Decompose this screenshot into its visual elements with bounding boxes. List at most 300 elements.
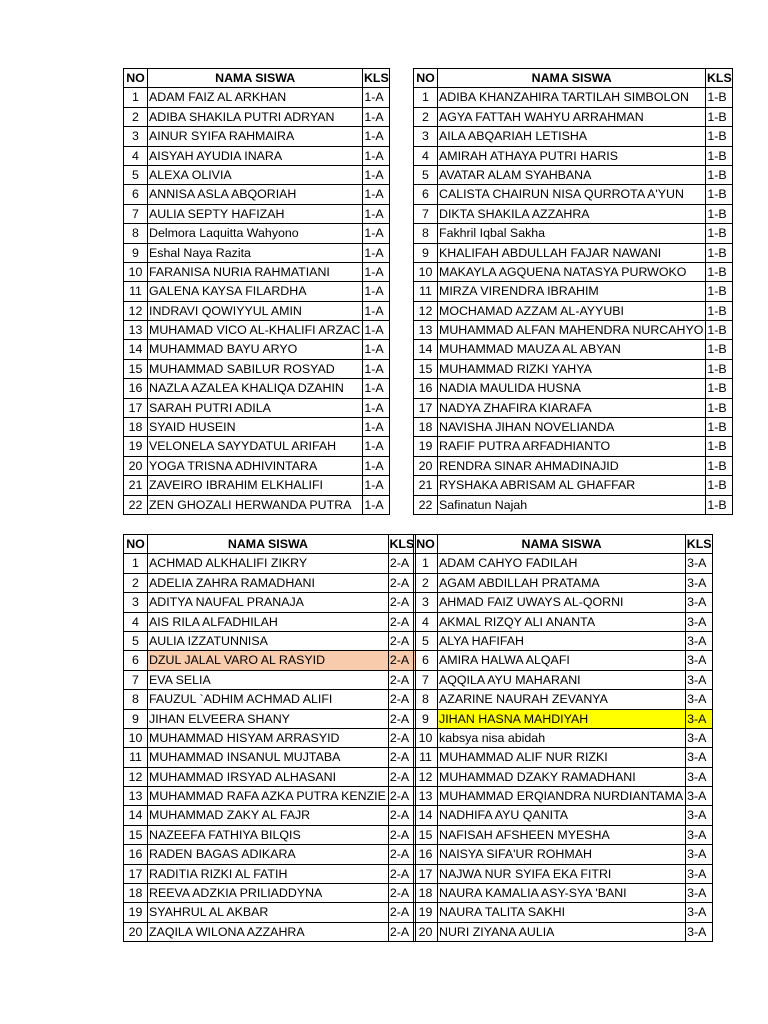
table-row (414, 748, 713, 767)
table-row (124, 612, 416, 631)
class-label: 3-A (686, 787, 713, 806)
student-name: NAURA KAMALIA ASY-SYA 'BANI (438, 884, 686, 903)
student-name: NAJWA NUR SYIFA EKA FITRI (438, 864, 686, 883)
student-name: MUHAMMAD INSANUL MUJTABA (148, 748, 389, 767)
class-label: 1-B (706, 224, 733, 243)
student-name: AISYAH AYUDIA INARA (148, 146, 363, 165)
row-number: 7 (124, 670, 148, 689)
student-name: AVATAR ALAM SYAHBANA (438, 165, 706, 184)
table-row (414, 224, 733, 243)
student-name: NAVISHA JIHAN NOVELIANDA (438, 418, 706, 437)
row-number: 20 (124, 456, 148, 475)
table-row (124, 398, 390, 417)
student-name: AKMAL RIZQY ALI ANANTA (438, 612, 686, 631)
class-label: 1-B (706, 301, 733, 320)
header-no: NO (124, 535, 148, 554)
class-label: 1-A (363, 262, 390, 281)
row-number: 2 (124, 573, 148, 592)
table-row (124, 107, 390, 126)
table-row (124, 379, 390, 398)
table-header-row (414, 535, 713, 554)
header-kls: KLS (686, 535, 713, 554)
student-name: AMIRAH ATHAYA PUTRI HARIS (438, 146, 706, 165)
class-label: 1-A (363, 398, 390, 417)
class-label: 3-A (686, 554, 713, 573)
table-row (414, 398, 733, 417)
class-label: 1-A (363, 437, 390, 456)
class-label: 1-B (706, 262, 733, 281)
student-name: JIHAN HASNA MAHDIYAH (438, 709, 686, 728)
class-label: 1-A (363, 88, 390, 107)
student-name: kabsya nisa abidah (438, 728, 686, 747)
class-label: 2-A (388, 612, 415, 631)
class-label: 3-A (686, 573, 713, 592)
table-row (124, 282, 390, 301)
student-name: ADITYA NAUFAL PRANAJA (148, 593, 389, 612)
row-number: 8 (414, 224, 438, 243)
row-number: 10 (124, 728, 148, 747)
row-number: 3 (124, 593, 148, 612)
table-row (124, 903, 416, 922)
student-name: JIHAN ELVEERA SHANY (148, 709, 389, 728)
student-name: MOCHAMAD AZZAM AL-AYYUBI (438, 301, 706, 320)
student-name: NAISYA SIFA'UR ROHMAH (438, 845, 686, 864)
student-name: MUHAMAD VICO AL-KHALIFI ARZAC (148, 321, 363, 340)
class-label: 3-A (686, 922, 713, 941)
row-number: 6 (414, 651, 438, 670)
row-number: 11 (414, 748, 438, 767)
student-name: RAFIF PUTRA ARFADHIANTO (438, 437, 706, 456)
row-number: 19 (124, 437, 148, 456)
table-row (414, 593, 713, 612)
class-label: 2-A (388, 670, 415, 689)
table-row (414, 806, 713, 825)
student-name: EVA SELIA (148, 670, 389, 689)
student-table-1b (413, 68, 733, 515)
student-name: AGYA FATTAH WAHYU ARRAHMAN (438, 107, 706, 126)
table-row (124, 127, 390, 146)
student-name: YOGA TRISNA ADHIVINTARA (148, 456, 363, 475)
table-row (124, 340, 390, 359)
row-number: 19 (414, 437, 438, 456)
class-label: 1-B (706, 418, 733, 437)
class-label: 3-A (686, 884, 713, 903)
row-number: 8 (124, 690, 148, 709)
student-name: MUHAMMAD IRSYAD ALHASANI (148, 767, 389, 786)
table-row (414, 476, 733, 495)
row-number: 19 (124, 903, 148, 922)
class-label: 2-A (388, 748, 415, 767)
class-label: 3-A (686, 806, 713, 825)
table-row (414, 301, 733, 320)
header-kls: KLS (363, 69, 390, 88)
table-row (124, 690, 416, 709)
class-label: 3-A (686, 651, 713, 670)
student-name: MUHAMMAD SABILUR ROSYAD (148, 359, 363, 378)
student-name: AMIRA HALWA ALQAFI (438, 651, 686, 670)
student-name: MUHAMMAD ZAKY AL FAJR (148, 806, 389, 825)
table-row (124, 359, 390, 378)
row-number: 3 (414, 593, 438, 612)
class-label: 3-A (686, 767, 713, 786)
table-row (414, 903, 713, 922)
class-label: 2-A (388, 903, 415, 922)
table-row (124, 709, 416, 728)
table-row (124, 243, 390, 262)
student-name: KHALIFAH ABDULLAH FAJAR NAWANI (438, 243, 706, 262)
student-name: Fakhril Iqbal Sakha (438, 224, 706, 243)
student-name: NAZLA AZALEA KHALIQA DZAHIN (148, 379, 363, 398)
table-row (124, 165, 390, 184)
class-label: 2-A (388, 825, 415, 844)
class-label: 1-B (706, 185, 733, 204)
row-number: 9 (124, 243, 148, 262)
row-number: 14 (414, 806, 438, 825)
row-number: 12 (124, 767, 148, 786)
student-name: ZEN GHOZALI HERWANDA PUTRA (148, 495, 363, 514)
header-kls: KLS (706, 69, 733, 88)
class-label: 1-B (706, 359, 733, 378)
table-row (124, 476, 390, 495)
row-number: 13 (414, 787, 438, 806)
table-row (124, 495, 390, 514)
student-name: NADYA ZHAFIRA KIARAFA (438, 398, 706, 417)
student-name: Eshal Naya Razita (148, 243, 363, 262)
row-number: 21 (414, 476, 438, 495)
table-row (124, 845, 416, 864)
table-row (124, 185, 390, 204)
student-name: SYAHRUL AL AKBAR (148, 903, 389, 922)
student-name: FAUZUL `ADHIM ACHMAD ALIFI (148, 690, 389, 709)
student-name: AGAM ABDILLAH PRATAMA (438, 573, 686, 592)
row-number: 17 (414, 398, 438, 417)
row-number: 14 (124, 340, 148, 359)
row-number: 15 (414, 359, 438, 378)
row-number: 14 (414, 340, 438, 359)
row-number: 19 (414, 903, 438, 922)
row-number: 12 (414, 767, 438, 786)
class-label: 2-A (388, 806, 415, 825)
table-row (414, 379, 733, 398)
student-name: AZARINE NAURAH ZEVANYA (438, 690, 686, 709)
table-row (124, 748, 416, 767)
row-number: 6 (124, 185, 148, 204)
class-label: 3-A (686, 903, 713, 922)
row-number: 9 (124, 709, 148, 728)
row-number: 14 (124, 806, 148, 825)
student-name: SYAID HUSEIN (148, 418, 363, 437)
table-row (124, 554, 416, 573)
row-number: 3 (414, 127, 438, 146)
header-name: NAMA SISWA (438, 69, 706, 88)
student-name: MUHAMMAD ALIF NUR RIZKI (438, 748, 686, 767)
row-number: 1 (414, 88, 438, 107)
student-name: AIS RILA ALFADHILAH (148, 612, 389, 631)
table-row (124, 573, 416, 592)
table-row (124, 864, 416, 883)
class-label: 1-B (706, 146, 733, 165)
student-name: RYSHAKA ABRISAM AL GHAFFAR (438, 476, 706, 495)
row-number: 7 (414, 204, 438, 223)
class-label: 2-A (388, 651, 415, 670)
class-label: 1-A (363, 107, 390, 126)
table-row (414, 884, 713, 903)
row-number: 16 (414, 845, 438, 864)
table-row (414, 107, 733, 126)
class-label: 1-A (363, 359, 390, 378)
row-number: 4 (414, 612, 438, 631)
student-name: GALENA KAYSA FILARDHA (148, 282, 363, 301)
class-label: 1-B (706, 127, 733, 146)
class-label: 1-A (363, 321, 390, 340)
table-row (414, 185, 733, 204)
row-number: 16 (124, 379, 148, 398)
row-number: 8 (124, 224, 148, 243)
row-number: 11 (124, 748, 148, 767)
class-label: 1-B (706, 495, 733, 514)
row-number: 5 (414, 165, 438, 184)
class-label: 1-A (363, 301, 390, 320)
student-name: RADEN BAGAS ADIKARA (148, 845, 389, 864)
class-label: 2-A (388, 922, 415, 941)
student-name: NAZEEFA FATHIYA BILQIS (148, 825, 389, 844)
class-label: 1-A (363, 340, 390, 359)
class-label: 1-A (363, 185, 390, 204)
class-label: 1-A (363, 243, 390, 262)
table-row (124, 593, 416, 612)
row-number: 5 (124, 631, 148, 650)
class-label: 2-A (388, 573, 415, 592)
table-row (414, 922, 713, 941)
table-row (414, 282, 733, 301)
class-label: 2-A (388, 864, 415, 883)
class-label: 3-A (686, 748, 713, 767)
row-number: 20 (414, 922, 438, 941)
row-number: 17 (414, 864, 438, 883)
row-number: 8 (414, 690, 438, 709)
table-header-row (124, 69, 390, 88)
row-number: 12 (414, 301, 438, 320)
student-name: NADIA MAULIDA HUSNA (438, 379, 706, 398)
row-number: 9 (414, 709, 438, 728)
table-row (414, 554, 713, 573)
table-row (414, 243, 733, 262)
student-name: DIKTA SHAKILA AZZAHRA (438, 204, 706, 223)
table-row (414, 321, 733, 340)
class-label: 1-B (706, 107, 733, 126)
row-number: 22 (124, 495, 148, 514)
row-number: 18 (124, 884, 148, 903)
class-label: 2-A (388, 631, 415, 650)
table-header-row (414, 69, 733, 88)
table-row (414, 146, 733, 165)
row-number: 15 (124, 825, 148, 844)
class-label: 2-A (388, 554, 415, 573)
table-row (124, 456, 390, 475)
row-number: 22 (414, 495, 438, 514)
row-number: 20 (414, 456, 438, 475)
header-no: NO (414, 69, 438, 88)
table-row (414, 728, 713, 747)
student-name: CALISTA CHAIRUN NISA QURROTA A'YUN (438, 185, 706, 204)
class-label: 2-A (388, 728, 415, 747)
class-label: 2-A (388, 709, 415, 728)
table-row (124, 321, 390, 340)
student-name: ALYA HAFIFAH (438, 631, 686, 650)
class-label: 3-A (686, 825, 713, 844)
header-no: NO (124, 69, 148, 88)
class-label: 2-A (388, 767, 415, 786)
student-name: ZAQILA WILONA AZZAHRA (148, 922, 389, 941)
class-label: 3-A (686, 845, 713, 864)
row-number: 13 (124, 787, 148, 806)
row-number: 2 (124, 107, 148, 126)
student-name: MUHAMMAD HISYAM ARRASYID (148, 728, 389, 747)
student-name: MUHAMMAD DZAKY RAMADHANI (438, 767, 686, 786)
row-number: 18 (124, 418, 148, 437)
student-name: AULIA IZZATUNNISA (148, 631, 389, 650)
table-row (124, 806, 416, 825)
class-label: 3-A (686, 709, 713, 728)
table-row (124, 301, 390, 320)
row-number: 10 (414, 728, 438, 747)
class-label: 1-B (706, 476, 733, 495)
row-number: 16 (124, 845, 148, 864)
student-name: ANNISA ASLA ABQORIAH (148, 185, 363, 204)
row-number: 10 (414, 262, 438, 281)
class-label: 1-B (706, 204, 733, 223)
table-row (414, 262, 733, 281)
class-label: 1-B (706, 398, 733, 417)
row-number: 4 (414, 146, 438, 165)
student-name: MUHAMMAD ERQIANDRA NURDIANTAMA (438, 787, 686, 806)
row-number: 9 (414, 243, 438, 262)
table-row (414, 204, 733, 223)
table-row (414, 495, 733, 514)
row-number: 13 (124, 321, 148, 340)
class-label: 1-A (363, 495, 390, 514)
class-label: 1-B (706, 282, 733, 301)
class-label: 1-A (363, 456, 390, 475)
class-label: 3-A (686, 593, 713, 612)
table-row (124, 224, 390, 243)
student-name: ACHMAD ALKHALIFI ZIKRY (148, 554, 389, 573)
row-number: 18 (414, 884, 438, 903)
student-name: MUHAMMAD ALFAN MAHENDRA NURCAHYO (438, 321, 706, 340)
table-row (414, 709, 713, 728)
table-row (414, 612, 713, 631)
row-number: 4 (124, 146, 148, 165)
student-name: SARAH PUTRI ADILA (148, 398, 363, 417)
table-row (414, 127, 733, 146)
student-name: VELONELA SAYYDATUL ARIFAH (148, 437, 363, 456)
row-number: 2 (414, 107, 438, 126)
table-row (124, 728, 416, 747)
student-table-2a (123, 534, 416, 942)
class-label: 1-A (363, 418, 390, 437)
row-number: 20 (124, 922, 148, 941)
table-row (414, 88, 733, 107)
student-name: ALEXA OLIVIA (148, 165, 363, 184)
row-number: 7 (124, 204, 148, 223)
table-header-row (124, 535, 416, 554)
table-row (414, 787, 713, 806)
student-name: NAURA TALITA SAKHI (438, 903, 686, 922)
row-number: 1 (124, 88, 148, 107)
table-row (414, 631, 713, 650)
row-number: 1 (124, 554, 148, 573)
row-number: 7 (414, 670, 438, 689)
table-row (414, 573, 713, 592)
table-row (124, 651, 416, 670)
student-name: AULIA SEPTY HAFIZAH (148, 204, 363, 223)
table-row (414, 845, 713, 864)
class-label: 1-A (363, 204, 390, 223)
class-label: 2-A (388, 845, 415, 864)
table-row (414, 418, 733, 437)
student-name: NAFISAH AFSHEEN MYESHA (438, 825, 686, 844)
student-name: MUHAMMAD RIZKI YAHYA (438, 359, 706, 378)
student-name: AHMAD FAIZ UWAYS AL-QORNI (438, 593, 686, 612)
table-row (124, 767, 416, 786)
class-label: 3-A (686, 670, 713, 689)
table-row (414, 437, 733, 456)
table-row (124, 262, 390, 281)
row-number: 12 (124, 301, 148, 320)
table-row (414, 670, 713, 689)
class-label: 1-B (706, 321, 733, 340)
student-name: ADIBA SHAKILA PUTRI ADRYAN (148, 107, 363, 126)
class-label: 3-A (686, 631, 713, 650)
row-number: 13 (414, 321, 438, 340)
table-row (414, 767, 713, 786)
header-name: NAMA SISWA (148, 535, 389, 554)
row-number: 3 (124, 127, 148, 146)
student-name: MUHAMMAD BAYU ARYO (148, 340, 363, 359)
student-name: AQQILA AYU MAHARANI (438, 670, 686, 689)
class-label: 1-A (363, 476, 390, 495)
student-name: AINUR SYIFA RAHMAIRA (148, 127, 363, 146)
student-name: ADAM CAHYO FADILAH (438, 554, 686, 573)
class-label: 1-A (363, 379, 390, 398)
student-name: MIRZA VIRENDRA IBRAHIM (438, 282, 706, 301)
table-row (124, 670, 416, 689)
row-number: 4 (124, 612, 148, 631)
row-number: 16 (414, 379, 438, 398)
student-name: REEVA ADZKIA PRILIADDYNA (148, 884, 389, 903)
row-number: 18 (414, 418, 438, 437)
student-name: ADIBA KHANZAHIRA TARTILAH SIMBOLON (438, 88, 706, 107)
table-row (414, 165, 733, 184)
class-label: 3-A (686, 612, 713, 631)
class-label: 2-A (388, 787, 415, 806)
table-row (124, 787, 416, 806)
student-name: DZUL JALAL VARO AL RASYID (148, 651, 389, 670)
table-row (124, 88, 390, 107)
student-name: ADAM FAIZ AL ARKHAN (148, 88, 363, 107)
class-label: 1-A (363, 224, 390, 243)
table-row (124, 825, 416, 844)
class-label: 2-A (388, 690, 415, 709)
row-number: 21 (124, 476, 148, 495)
table-row (124, 922, 416, 941)
student-name: MAKAYLA AGQUENA NATASYA PURWOKO (438, 262, 706, 281)
row-number: 5 (414, 631, 438, 650)
class-label: 1-B (706, 243, 733, 262)
class-label: 3-A (686, 864, 713, 883)
row-number: 17 (124, 864, 148, 883)
table-row (414, 456, 733, 475)
